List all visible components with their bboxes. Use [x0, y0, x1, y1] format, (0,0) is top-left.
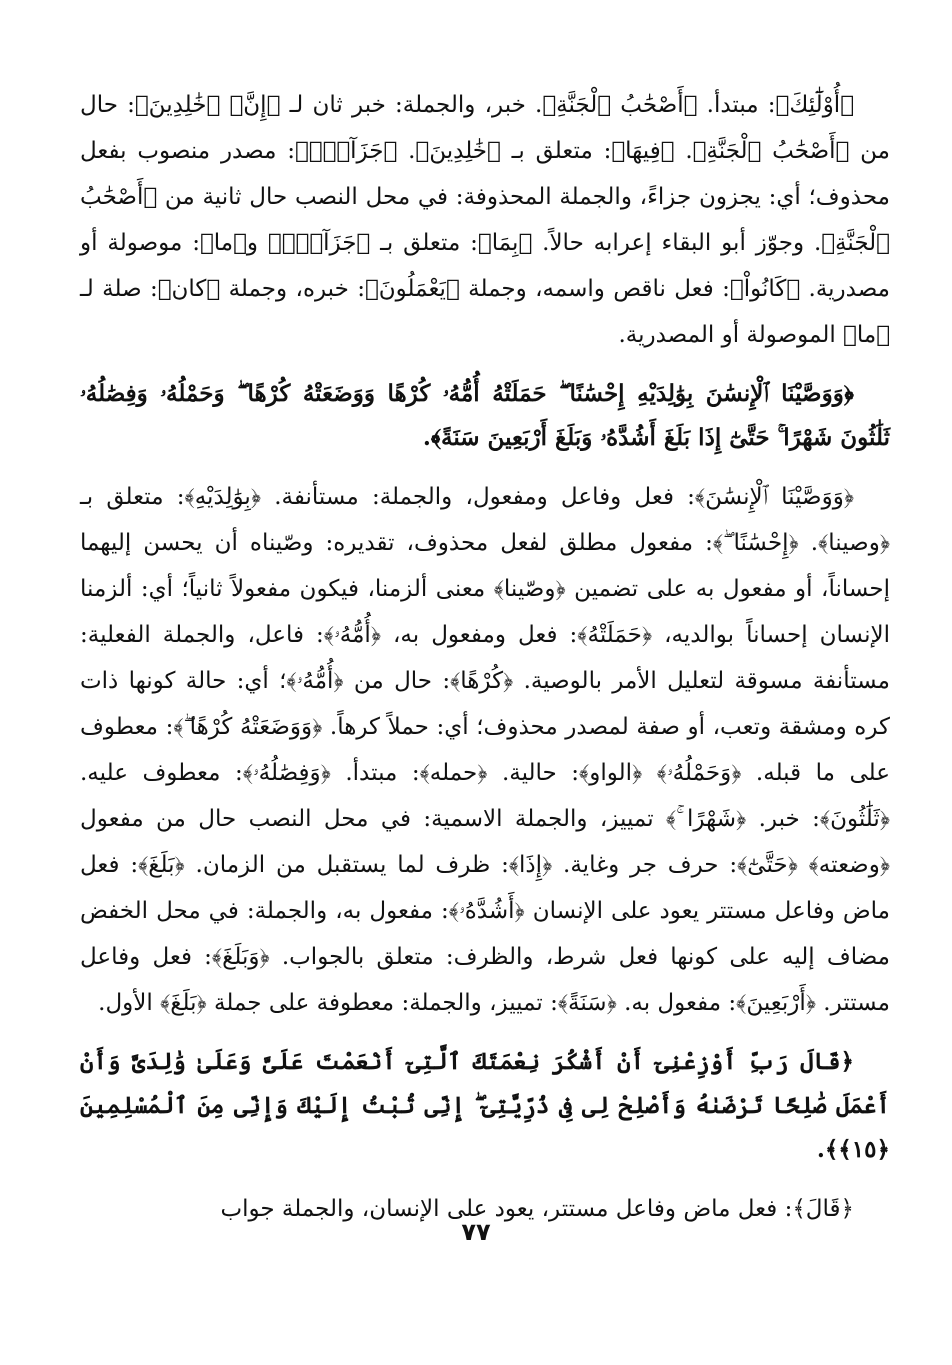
quran-verse-2: ﴿قَالَ رَبِّ أَوْزِعْنِىٓ أَنْ أَشْكُرَ نِعْمَتَكَ ٱلَّتِىٓ أَنْعَمْتَ عَلَىَّ وَعَلَىٰ وَٰلِدَىَّ وَأَنْ أَعْمَلَ صَٰلِحًا تَرْضَىٰهُ وَأَصْلِحْ لِى فِى ذُرِّيَّتِىٓ ۖ إِنِّى تُبْتُ إِلَيْكَ وَإِنِّى مِنَ ٱلْمُسْلِمِينَ ﴿١٥﴾﴾.: [80, 1048, 890, 1163]
book-page: [80, 82, 890, 1232]
commentary-paragraph-3: ﴿قَالَ﴾: فعل ماض وفاعل مستتر، يعود على الإنسان، والجملة جواب: [220, 1196, 854, 1222]
commentary-paragraph-1: ﴿أُوْلَٰٓئِكَ﴾: مبتدأ. ﴿أَصْحَٰبُ ٱلْجَنَّةِ﴾. خبر، والجملة: خبر ثان لـ ﴿إِنَّ﴾ ﴿خَٰلِدِينَ﴾: حال من ﴿أَصْحَٰبُ ٱلْجَنَّةِ﴾. ﴿فِيهَا﴾: متعلق بـ ﴿خَٰلِدِينَ﴾. ﴿جَزَآءَۢ﴾: مصدر منصوب بفعل محذوف؛ أي: يجزون جزاءً، والجملة المحذوفة: في محل النصب حال ثانية من ﴿أَصْحَٰبُ ٱلْجَنَّةِ﴾. وجوّز أبو البقاء إعرابه حالاً. ﴿بِمَا﴾: متعلق بـ ﴿جَزَآءَۢ﴾ و﴿ما﴾: موصولة أو مصدرية. ﴿كَانُواْ﴾: فعل ناقص واسمه، وجملة ﴿يَعْمَلُونَ﴾: خبره، وجملة ﴿كان﴾: صلة لـ ﴿ما﴾ الموصولة أو المصدرية.: [80, 92, 890, 348]
commentary-paragraph-2: ﴿وَوَصَّيْنَا ٱلْإِنسَٰنَ﴾: فعل وفاعل ومفعول، والجملة: مستأنفة. ﴿بِوَٰلِدَيْهِ﴾: متعلق بـ ﴿وصينا﴾. ﴿إِحْسَٰنًا ۖ﴾: مفعول مطلق لفعل محذوف، تقديره: وصّيناه أن يحسن إليهما إحساناً، أو مفعول به على تضمين ﴿وصّينا﴾ معنى ألزمنا، فيكون مفعولاً ثانياً؛ أي: ألزمنا الإنسان إحساناً بوالديه، ﴿حَمَلَتْهُ﴾: فعل ومفعول به، ﴿أُمُّهُۥ﴾: فاعل، والجملة الفعلية: مستأنفة مسوقة لتعليل الأمر بالوصية. ﴿كُرْهًا﴾: حال من ﴿أُمُّهُۥ﴾؛ أي: حالة كونها ذات كره ومشقة وتعب، أو صفة لمصدر محذوف؛ أي: حملاً كرهاً. ﴿وَوَضَعَتْهُ كُرْهًا ۖ﴾: معطوف على ما قبله. ﴿وَحَمْلُهُۥ﴾ ﴿الواو﴾: حالية. ﴿حمله﴾: مبتدأ. ﴿وَفِصَٰلُهُۥ﴾: معطوف عليه. ﴿ثَلَٰثُونَ﴾: خبر. ﴿شَهْرًا ۚ﴾ تمييز، والجملة الاسمية: في محل النصب حال من مفعول ﴿وضعته﴾ ﴿حَتَّىٰٓ﴾: حرف جر وغاية. ﴿إِذَا﴾: ظرف لما يستقبل من الزمان. ﴿بَلَغَ﴾: فعل ماض وفاعل مستتر يعود على الإنسان ﴿أَشُدَّهُۥ﴾: مفعول به، والجملة: في محل الخفض مضاف إليه على كونها فعل شرط، والظرف: متعلق بالجواب. ﴿وَبَلَغَ﴾: فعل وفاعل مستتر. ﴿أَرْبَعِينَ﴾: مفعول به. ﴿سَنَةً﴾: تمييز، والجملة: معطوفة على جملة ﴿بَلَغَ﴾ الأول.: [80, 484, 890, 1016]
quran-verse-1: ﴿وَوَصَّيْنَا ٱلْإِنسَٰنَ بِوَٰلِدَيْهِ إِحْسَٰنًا ۖ حَمَلَتْهُ أُمُّهُۥ كُرْهًا وَوَضَعَتْهُ كُرْهًا ۖ وَحَمْلُهُۥ وَفِصَٰلُهُۥ ثَلَٰثُونَ شَهْرًا ۚ حَتَّىٰٓ إِذَا بَلَغَ أَشُدَّهُۥ وَبَلَغَ أَرْبَعِينَ سَنَةً﴾.: [80, 380, 890, 451]
page-number: ٧٧: [461, 1218, 491, 1246]
